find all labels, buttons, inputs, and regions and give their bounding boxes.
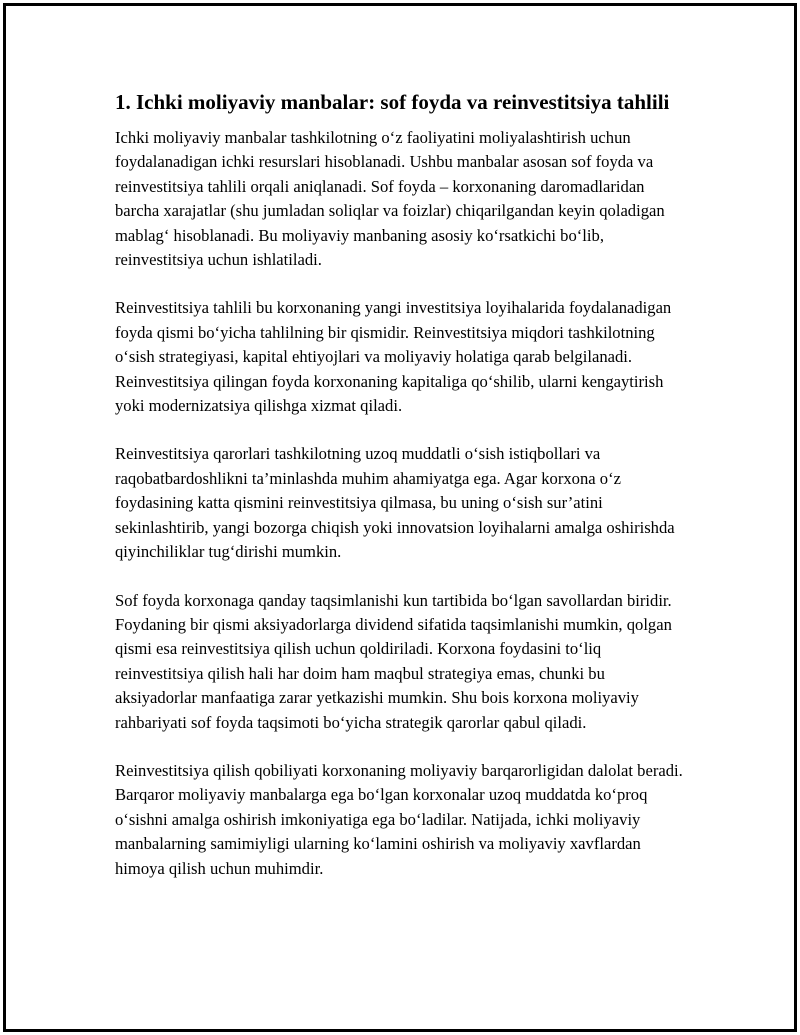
paragraph-1: Ichki moliyaviy manbalar tashkilotning o‘z faoliyatini moliyalashtirish uchun foydalanadigan ichki resurslari hisoblanadi. Ushbu manbalar asosan sof foyda va reinvestitsiya tahlili orqali aniqlanadi. Sof foyda – korxonaning daromadlaridan barcha xarajatlar (shu jumladan soliqlar va foizlar) chiqarilgandan keyin qoladigan mablag‘ hisoblanadi. Bu moliyaviy manbaning asosiy ko‘rsatkichi bo‘lib, reinvestitsiya uchun ishlatiladi. (115, 128, 665, 270)
paragraph-3: Reinvestitsiya qarorlari tashkilotning uzoq muddatli o‘sish istiqbollari va raqobatbardoshlikni ta’minlashda muhim ahamiyatga ega. Agar korxona o‘z foydasining katta qismini reinvestitsiya qilmasa, bu uning o‘sish sur’atini sekinlashtirib, yangi bozorga chiqish yoki innovatsion loyihalarni amalga oshirishda qiyinchiliklar tug‘dirishi mumkin. (115, 444, 675, 562)
section-heading: 1. Ichki moliyaviy manbalar: sof foyda va reinvestitsiya tahlili (115, 90, 670, 114)
paragraph-4: Sof foyda korxonaga qanday taqsimlanishi kun tartibida bo‘lgan savollardan biridir. Foydaning bir qismi aksiyadorlarga dividend sifatida taqsimlanishi mumkin, qolgan qismi esa reinvestitsiya qilish uchun qoldiriladi. Korxona foydasini to‘liq reinvestitsiya qilish hali har doim ham maqbul strategiya emas, chunki bu aksiyadorlar manfaatiga zarar yetkazishi mumkin. Shu bois korxona moliyaviy rahbariyati sof foyda taqsimoti bo‘yicha strategik qarorlar qabul qiladi. (115, 590, 672, 732)
document-body (115, 88, 690, 905)
paragraph-2: Reinvestitsiya tahlili bu korxonaning yangi investitsiya loyihalarida foydalanadigan foyda qismi bo‘yicha tahlilning bir qismidir. Reinvestitsiya miqdori tashkilotning o‘sish strategiyasi, kapital ehtiyojlari va moliyaviy holatiga qarab belgilanadi. Reinvestitsiya qilingan foyda korxonaning kapitaliga qo‘shilib, ularni kengaytirish yoki modernizatsiya qilishga xizmat qiladi. (115, 298, 672, 416)
paragraph-5: Reinvestitsiya qilish qobiliyati korxonaning moliyaviy barqarorligidan dalolat beradi. Barqaror moliyaviy manbalarga ega bo‘lgan korxonalar uzoq muddatda ko‘proq o‘sishni amalga oshirish imkoniyatiga ega bo‘ladilar. Natijada, ichki moliyaviy manbalarning samimiyligi ularning ko‘lamini oshirish va moliyaviy xavflardan himoya qilish uchun muhimdir. (115, 760, 683, 878)
